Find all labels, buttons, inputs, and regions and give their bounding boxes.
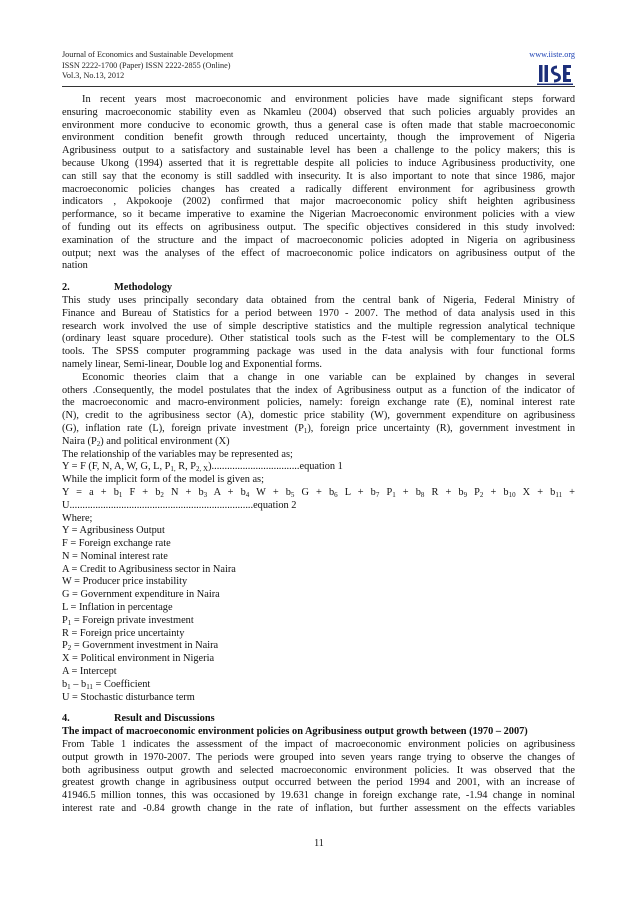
methodology-paragraph-2 bbox=[62, 372, 575, 423]
equation-2-continuation: U.......................................................................equation 2 bbox=[62, 499, 297, 511]
intro-line: environment more conducive to economic growth, thus a general case is often made that stable macroeconomic bbox=[62, 119, 575, 131]
methodology-line: others .Consequently, the model postulates that the index of Agribusiness output as a function of the indicator of bbox=[62, 384, 575, 396]
intro-line: output; next was the analyses of the effect of macroeconomic police indicators on agribusiness output of the bbox=[62, 247, 575, 259]
definition-item: G = Government expenditure in Naira bbox=[62, 589, 220, 601]
introduction-section bbox=[62, 94, 575, 816]
methodology-line: This study uses principally secondary data obtained from the central bank of Nigeria, Federal Ministry of bbox=[62, 294, 575, 306]
definition-item: L = Inflation in percentage bbox=[62, 602, 173, 614]
methodology-line: Finance and Bureau of Statistics for a period between 1970 - 2007. The method of data analysis used in this bbox=[62, 307, 575, 319]
iiste-logo-icon bbox=[537, 62, 573, 86]
methodology-line: the macroeconomic and macro-environment policies, namely: foreign exchange rate (E), nominal interest rate bbox=[62, 397, 575, 409]
methodology-paragraph-2-line5: (G), inflation rate (L), foreign private investment $(P_1)$, foreign price uncertainty (R), government investment in bbox=[62, 422, 576, 435]
definition-item: A = Intercept bbox=[62, 666, 117, 678]
results-number: 4. bbox=[62, 713, 70, 725]
journal-volume: Vol.3, No.13, 2012 bbox=[62, 71, 125, 80]
methodology-paragraph-2-line6: Naira $(P_2)$ and political environment (X) bbox=[62, 435, 230, 448]
results-line: interest rate and -0.84 growth change in the rate of inflation, but further assessment on the effects variables bbox=[62, 803, 575, 815]
methodology-line: tools. The SPSS computer programming package was used in the data analysis with four functional forms bbox=[62, 346, 575, 358]
definition-item: Y = Agribusiness Output bbox=[62, 525, 165, 537]
definition-item: $b_1 - b_{11}$ = Coefficient bbox=[62, 678, 151, 691]
equation-1: Y = F (F, N, A, W, G, L, $P_{1,}$ R, $P_{2, X})..................................equation$ 1 bbox=[62, 461, 343, 474]
intro-paragraph bbox=[62, 94, 575, 260]
journal-header bbox=[62, 50, 422, 82]
relationship-text: The relationship of the variables may be represented as; bbox=[62, 448, 293, 460]
methodology-paragraph-1-last: namely linear, Semi-linear, Double log and Exponential forms. bbox=[62, 358, 322, 370]
results-line: output growth in 1970-2007. The periods were grouped into seven years range trying to observe the changes of bbox=[62, 751, 575, 763]
journal-issn: ISSN 2222-1700 (Paper) ISSN 2222-2855 (Online) bbox=[62, 60, 231, 70]
results-line: From Table 1 indicates the assessment of the impact of macroeconomic environment policies on agribusiness bbox=[62, 739, 575, 751]
results-line: 41946.5 million tonnes, this was occasioned by 19.631 change in foreign exchange rate, -1.94 change in nominal bbox=[62, 790, 575, 802]
results-title: Result and Discussions bbox=[114, 713, 215, 725]
variable-definitions bbox=[62, 525, 575, 704]
journal-website-link[interactable]: www.iiste.org bbox=[529, 50, 575, 59]
journal-title: Journal of Economics and Sustainable Development bbox=[62, 50, 234, 59]
intro-line: performance, so it became imperative to examine the Nigerian Macroeconomic environment policies with a view bbox=[62, 209, 575, 221]
results-line: both agribusiness output growth and selected macroeconomic environment policies. It was observed that the bbox=[62, 764, 575, 776]
methodology-paragraph-1 bbox=[62, 295, 575, 359]
equation-2: $Y = a + b_1$ $F + b_2$ $N + b_3$ $A + b_4$ $W + b_5$ $G + b_6$ $L + b_7$ $P_1 + b_8$ $R + b_9$ $P_2 + b_{10}$ $X + b_{11}$ + bbox=[62, 486, 576, 499]
definition-item: N = Nominal interest rate bbox=[62, 550, 168, 562]
definition-item: A = Credit to Agribusiness sector in Naira bbox=[62, 563, 236, 575]
intro-last-line: nation bbox=[62, 260, 88, 272]
definition-item: F = Foreign exchange rate bbox=[62, 538, 171, 550]
methodology-line: (ordinary least square procedure). Other statistical tools such as the F-test will be complementary to the OLS bbox=[62, 333, 575, 345]
definition-item: U = Stochastic disturbance term bbox=[62, 691, 195, 703]
intro-line: Agribusiness output to a satisfactory and sustainable level has been a challenge to the policy makers; this is bbox=[62, 145, 575, 157]
methodology-number: 2. bbox=[62, 282, 70, 294]
intro-line: environment condition benefit growth through reduced uncertainty, though the improvement of Nigeria bbox=[62, 132, 575, 144]
definition-item: $P_1$ = Foreign private investment bbox=[62, 614, 194, 627]
intro-line: of funding out its effects on agribusiness output. The specific objectives considered in this study involved: bbox=[62, 221, 575, 233]
results-subtitle: The impact of macroeconomic environment policies on Agribusiness output growth between (1970 – 2007) bbox=[62, 726, 528, 738]
intro-line: indicators , Akpokooje (2002) confirmed that major macroeconomic policy shift heighten agribusiness bbox=[62, 196, 575, 208]
intro-line: can still say that the economy is still saddled with insecurity. It is also important to note that since 1986, major bbox=[62, 170, 575, 182]
results-heading bbox=[62, 713, 575, 726]
page-number: 11 bbox=[314, 838, 324, 849]
where-label: Where; bbox=[62, 512, 93, 524]
definition-item: R = Foreign price uncertainty bbox=[62, 627, 185, 639]
methodology-line: Economic theories claim that a change in one variable can be explained by changes in several bbox=[82, 371, 575, 383]
intro-line: ensuring macroeconomic stability even as Nkamleu (2004) observed that such policies arguably provides an bbox=[62, 106, 575, 118]
methodology-line: (N), credit to the agribusiness sector (A), domestic price stability (W), government expenditure on agribusiness bbox=[62, 410, 575, 422]
results-line: greatest growth change in agribusiness output occurred between the period 1994 and 2001, with an increase of bbox=[62, 777, 575, 789]
methodology-title: Methodology bbox=[114, 282, 173, 294]
definition-item: W = Producer price instability bbox=[62, 576, 188, 588]
implicit-text: While the implicit form of the model is given as; bbox=[62, 474, 264, 486]
intro-line: because Ukong (1994) asserted that it is regrettable despite all policies to induce Agribusiness productivity, one bbox=[62, 157, 575, 169]
methodology-heading bbox=[62, 282, 575, 295]
methodology-line: research work involved the use of simple descriptive statistics and the multiple regression analytical technique bbox=[62, 320, 575, 332]
intro-line: In recent years most macroeconomic and environment policies have made significant steps forward bbox=[82, 94, 575, 105]
intro-line: examination of the structure and the impact of macroeconomic policies adopted in Nigeria on agribusiness bbox=[62, 234, 575, 246]
results-paragraph bbox=[62, 739, 575, 816]
intro-line: macroeconomic policies changes has created a radically different environment for agribusiness growth bbox=[62, 183, 575, 195]
definition-item: X = Political environment in Nigeria bbox=[62, 653, 215, 665]
definition-item: $P_2$ = Government investment in Naira bbox=[62, 640, 219, 653]
header-rule bbox=[62, 86, 575, 87]
